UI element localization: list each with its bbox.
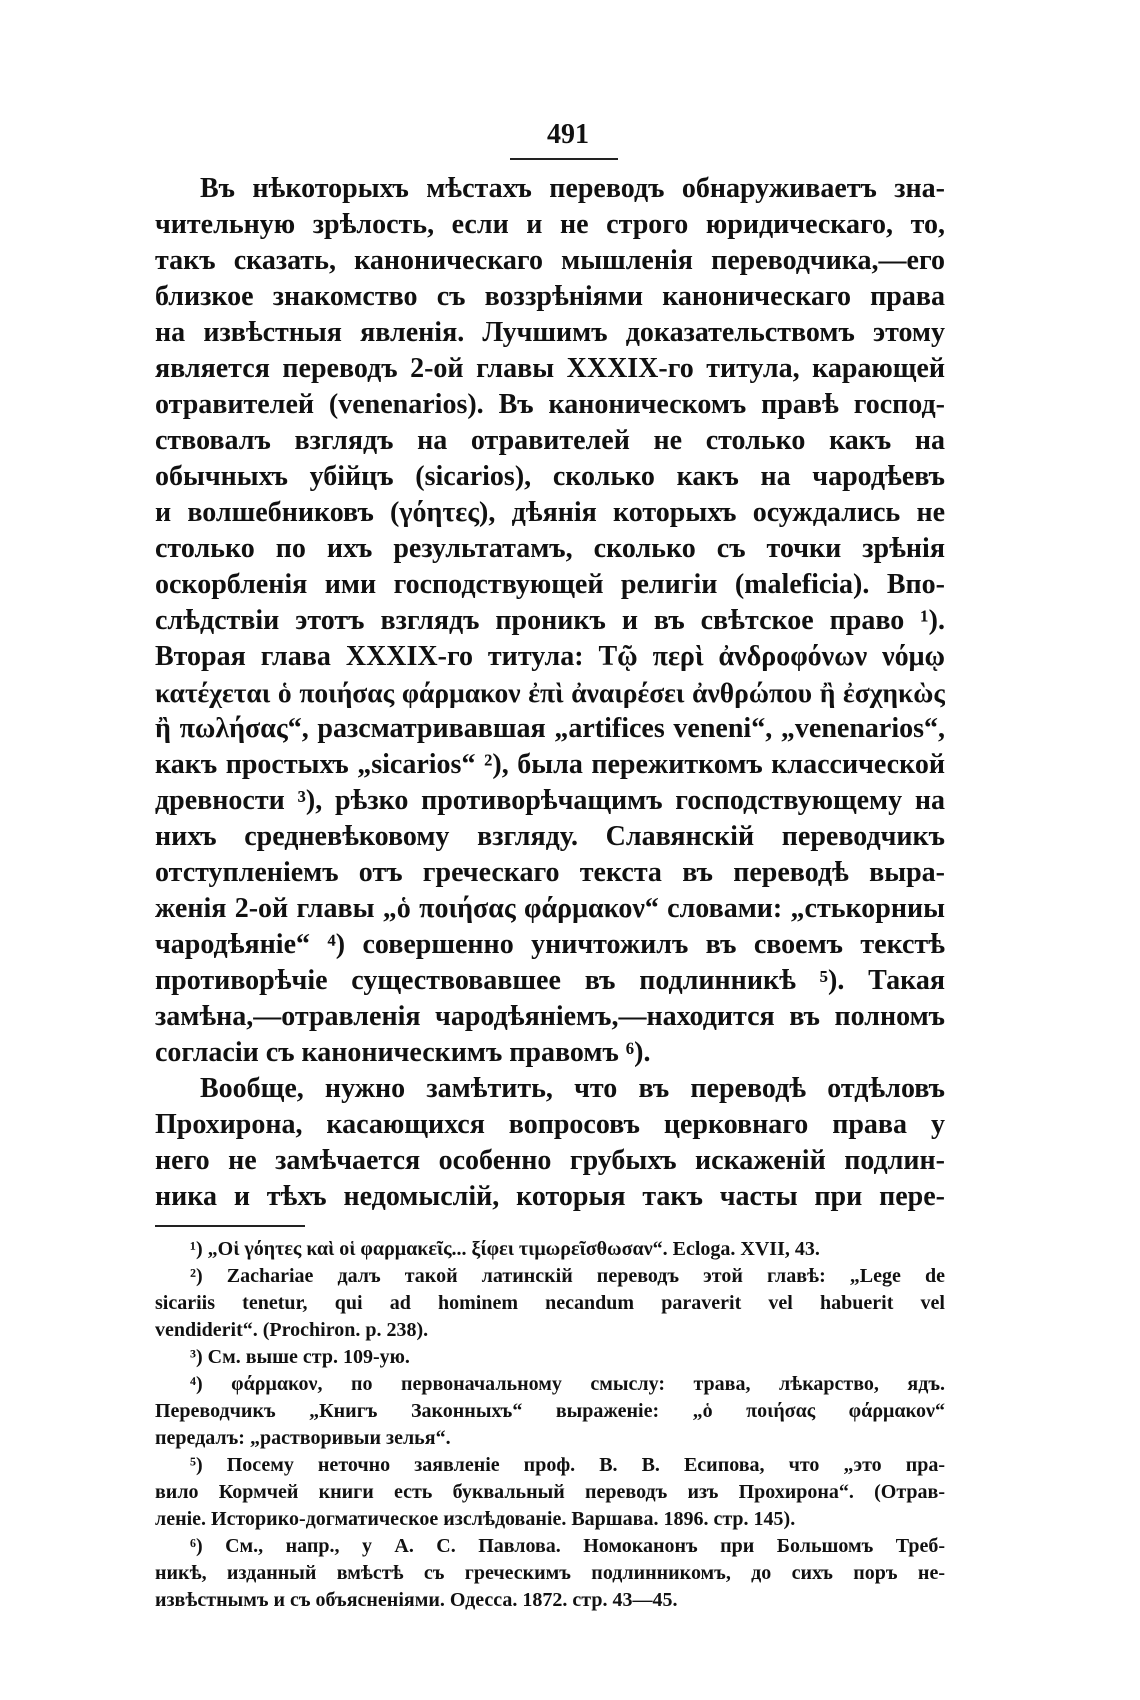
footnote-line: ⁴) φάρμακον, по первоначальному смыслу: трава, лѣкарство, ядъ.: [190, 1373, 945, 1395]
body-line: Вообще, нужно замѣтить, что въ переводѣ отдѣловъ: [200, 1073, 945, 1104]
body-line: замѣна,—отравленія чародѣяніемъ,—находится въ полномъ: [155, 1001, 945, 1032]
footnote-line: ³) См. выше стр. 109-ую.: [190, 1346, 410, 1368]
body-line: на извѣстныя явленія. Лучшимъ доказательствомъ этому: [155, 317, 945, 348]
body-line: обычныхъ убійцъ (sicarios), сколько какъ на чародѣевъ: [155, 461, 945, 492]
footnote-rule: [155, 1225, 305, 1227]
body-line: отступленіемъ отъ греческаго текста въ переводѣ выра-: [155, 857, 945, 888]
body-line: такъ сказать, каноническаго мышленія переводчика,—его: [155, 245, 945, 276]
body-line: ника и тѣхъ недомыслій, которыя такъ часты при пере-: [155, 1181, 945, 1212]
body-line: ствовалъ взглядъ на отравителей не столько какъ на: [155, 425, 945, 456]
footnote-line: вило Кормчей книги есть буквальный переводъ изъ Прохирона“. (Отрав-: [155, 1481, 945, 1503]
body-line: является переводъ 2-ой главы XXXIX-го титула, карающей: [155, 353, 945, 384]
body-line: женія 2-ой главы „ὁ ποιήσας φάρμακον“ словами: „стькорниы: [155, 893, 945, 924]
footnote-line: извѣстнымъ и съ объясненіями. Одесса. 1872. стр. 43—45.: [155, 1589, 678, 1611]
body-line: ἢ πωλήσας“, разсматривавшая „artifices veneni“, „venenarios“,: [155, 713, 945, 744]
body-line: чительную зрѣлость, если и не строго юридическаго, то,: [155, 209, 945, 240]
footnote-line: ²) Zachariae далъ такой латинскій переводъ этой главѣ: „Lege de: [190, 1265, 945, 1287]
footnote-line: передалъ: „растворивыи зелья“.: [155, 1427, 451, 1449]
body-line: древности ³), рѣзко противорѣчащимъ господствующему на: [155, 785, 945, 816]
body-line: столько по ихъ результатамъ, сколько съ точки зрѣнія: [155, 533, 945, 564]
body-line: него не замѣчается особенно грубыхъ искаженій подлин-: [155, 1145, 945, 1176]
body-line: отравителей (venenarios). Въ каноническомъ правѣ господ-: [155, 389, 945, 420]
footnote-line: vendiderit“. (Prochiron. p. 238).: [155, 1319, 429, 1341]
body-line: слѣдствіи этотъ взглядъ проникъ и въ свѣтское право ¹).: [155, 605, 945, 636]
body-line: оскорбленія ими господствующей религіи (maleficia). Впо-: [155, 569, 945, 600]
footnote-line: Переводчикъ „Книгъ Законныхъ“ выраженіе: „ὁ ποιήσας φάρμακον“: [155, 1400, 945, 1422]
body-line: близкое знакомство съ воззрѣніями каноническаго права: [155, 281, 945, 312]
footnote-line: никѣ, изданный вмѣстѣ съ греческимъ подлинникомъ, до сихъ поръ не-: [155, 1562, 945, 1584]
footnote-line: леніе. Историко-догматическое изслѣдованіе. Варшава. 1896. стр. 145).: [155, 1508, 796, 1530]
page-number-rule: [510, 158, 618, 160]
body-line: κατέχεται ὁ ποιήσας φάρμακον ἐπὶ ἀναιρέσει ἀνθρώπου ἢ ἐσχηκὼς: [155, 677, 945, 708]
body-line: нихъ средневѣковому взгляду. Славянскій переводчикъ: [155, 821, 945, 852]
footnote-line: ⁵) Посему неточно заявленіе проф. В. В. Есипова, что „это пра-: [190, 1454, 945, 1476]
body-line: Прохирона, касающихся вопросовъ церковнаго права у: [155, 1109, 945, 1140]
body-line: какъ простыхъ „sicarios“ ²), была пережиткомъ классической: [155, 749, 945, 780]
body-line: Въ нѣкоторыхъ мѣстахъ переводъ обнаруживаетъ зна-: [200, 173, 945, 204]
footnote-line: ⁶) См., напр., у А. С. Павлова. Номоканонъ при Большомъ Треб-: [190, 1535, 945, 1557]
body-line: и волшебниковъ (γόητες), дѣянія которыхъ осуждались не: [155, 497, 945, 528]
body-line: противорѣчіе существовавшее въ подлинникѣ ⁵). Такая: [155, 965, 945, 996]
footnote-line: sicariis tenetur, qui ad hominem necandum paraverit vel habuerit vel: [155, 1292, 945, 1314]
body-line: согласіи съ каноническимъ правомъ ⁶).: [155, 1037, 651, 1068]
body-line: чародѣяніе“ ⁴) совершенно уничтожилъ въ своемъ текстѣ: [155, 929, 945, 960]
page-number: 491: [547, 119, 589, 150]
body-line: Вторая глава XXXIX-го титула: Τῷ περὶ ἀνδροφόνων νόμῳ: [155, 641, 945, 672]
footnote-line: ¹) „Οἱ γόητες καὶ οἱ φαρμακεῖς... ξίφει τιμωρεῖσθωσαν“. Ecloga. XVII, 43.: [190, 1238, 820, 1260]
